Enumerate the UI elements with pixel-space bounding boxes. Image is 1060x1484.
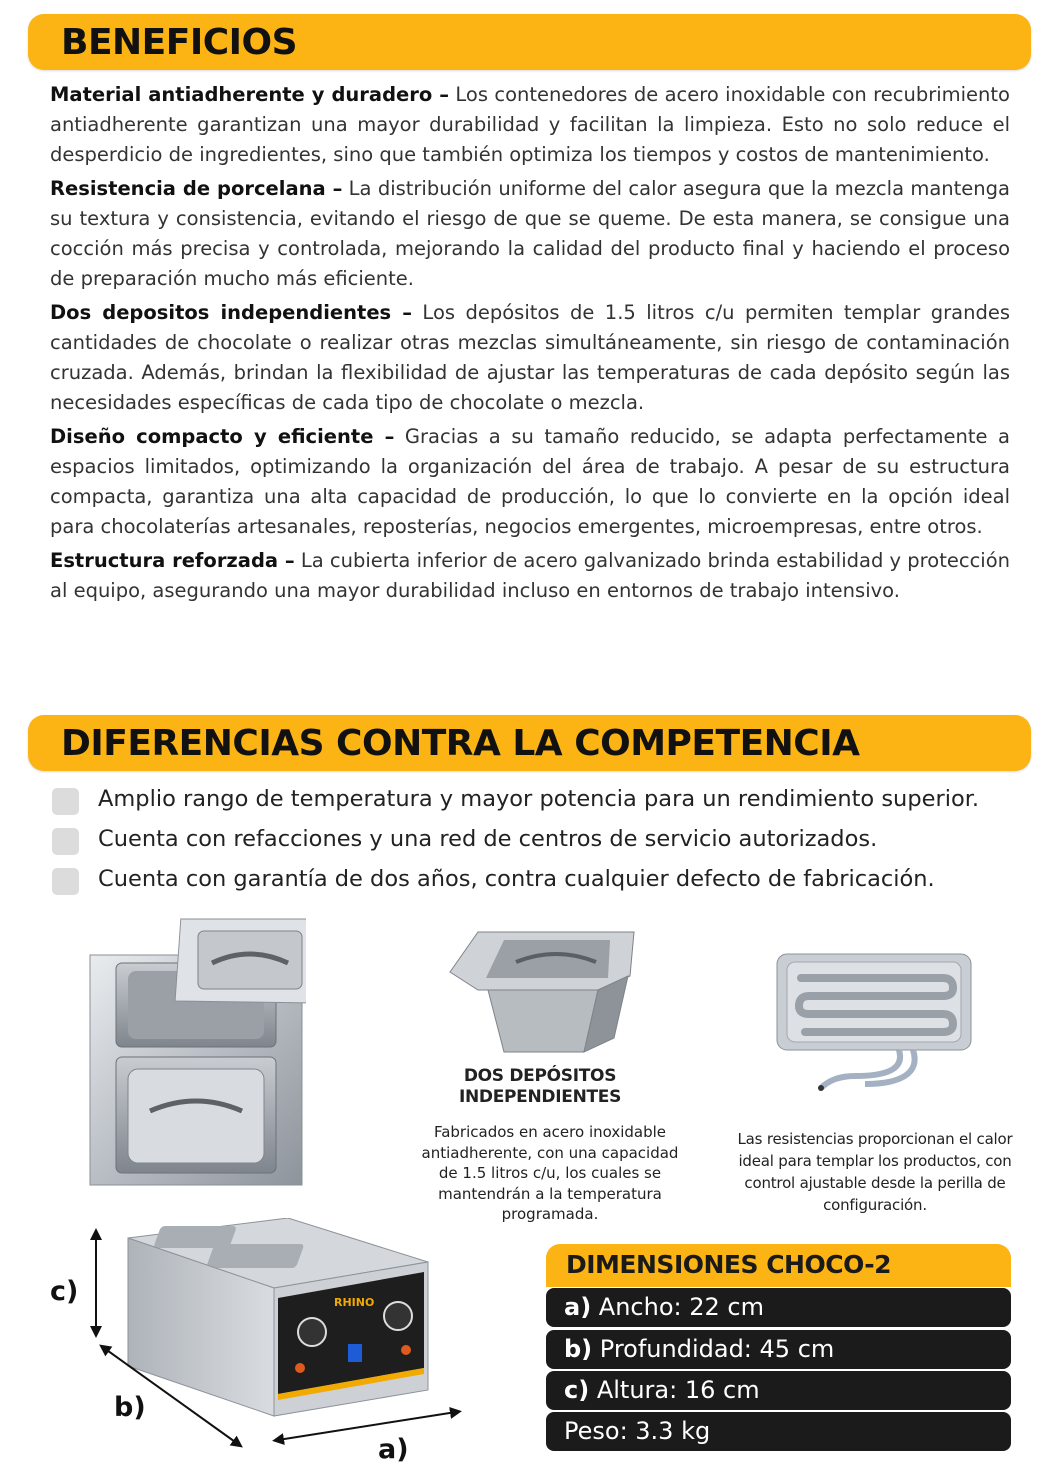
depositos-line: antiadherente, con una capacidad: [421, 1143, 679, 1162]
difference-item: [52, 826, 1032, 866]
heating-element-image: [775, 952, 975, 1092]
dimension-text: [564, 1417, 710, 1445]
depositos-title-line: INDEPENDIENTES: [458, 1087, 622, 1107]
benefit-item: [50, 174, 1010, 294]
benefit-heading: Diseño compacto y eficiente –: [50, 425, 395, 448]
benefit-heading: Material antiadherente y duradero –: [50, 83, 449, 106]
difference-item: [52, 866, 1032, 906]
dimension-label-c: c): [50, 1276, 79, 1307]
dimension-row: [546, 1371, 1011, 1410]
difference-text: Cuenta con refacciones y una red de centros de servicio autorizados.: [98, 826, 878, 852]
dimension-key: a): [564, 1293, 592, 1321]
benefit-item: [50, 422, 1010, 542]
difference-text: Cuenta con garantía de dos años, contra cualquier defecto de fabricación.: [98, 866, 935, 892]
difference-item: [52, 786, 1032, 826]
dimension-text: [564, 1293, 764, 1321]
dimension-value: Ancho: 22 cm: [591, 1293, 764, 1321]
depositos-title-line: DOS DEPÓSITOS: [463, 1066, 617, 1086]
dimension-value: Profundidad: 45 cm: [592, 1335, 835, 1363]
dimension-row: [546, 1288, 1011, 1327]
benefit-text: La cubierta inferior de acero galvanizado brinda estabilidad y protección al equipo, asegurando una mayor durabilidad incluso en entornos de trabajo intensivo.: [50, 549, 1010, 602]
dimension-key: b): [564, 1335, 593, 1363]
resistencias-line: control ajustable desde la perilla de: [744, 1174, 1006, 1192]
dimension-row: [546, 1330, 1011, 1369]
beneficios-banner: [28, 14, 1031, 70]
depositos-line: mantendrán a la temperatura: [438, 1184, 662, 1203]
resistencias-description: [715, 1128, 1035, 1216]
dimension-label-b: b): [114, 1392, 146, 1423]
depositos-description: [395, 1122, 705, 1225]
equipment-image: [88, 1218, 468, 1474]
benefits-list: [50, 80, 1010, 610]
container-image: [448, 928, 638, 1056]
resistencias-line: configuración.: [823, 1196, 927, 1214]
dimension-value: Altura: 16 cm: [589, 1376, 760, 1404]
depositos-title: [430, 1066, 650, 1108]
benefit-text: Los contenedores de acero inoxidable con recubrimiento antiadherente garantizan una mayor durabilidad y facilitan la limpieza. Esto no solo reduce el desperdicio de ingredientes, sino que también optimiza los tiempos y costos de mantenimiento.: [50, 83, 1010, 166]
benefit-heading: Dos depositos independientes –: [50, 301, 412, 324]
checkbox-icon: [52, 788, 79, 815]
dimension-label-a: a): [378, 1434, 409, 1465]
difference-text: Amplio rango de temperatura y mayor potencia para un rendimiento superior.: [98, 786, 980, 812]
depositos-line: programada.: [501, 1205, 599, 1223]
resistencias-line: ideal para templar los productos, con: [738, 1152, 1012, 1170]
benefit-item: [50, 80, 1010, 170]
diferencias-banner: [28, 715, 1031, 771]
beneficios-title: BENEFICIOS: [61, 22, 298, 63]
dimensions-header: [546, 1244, 1011, 1287]
benefit-heading: Resistencia de porcelana –: [50, 177, 343, 200]
depositos-line: Fabricados en acero inoxidable: [433, 1123, 667, 1141]
benefit-text: La distribución uniforme del calor asegura que la mezcla mantenga su textura y consistencia, evitando el riesgo de que se queme. De esta manera, se consigue una cocción más precisa y controlada, mejorando la calidad del producto final y haciendo el proceso de preparación mucho más eficiente.: [50, 177, 1010, 290]
dimension-text: [564, 1335, 834, 1363]
benefit-heading: Estructura reforzada –: [50, 549, 295, 572]
benefit-item: [50, 546, 1010, 606]
bain-marie-top-image: [88, 915, 306, 1187]
benefit-text: Los depósitos de 1.5 litros c/u permiten templar grandes cantidades de chocolate o realizar otras mezclas simultáneamente, sin riesgo de contaminación cruzada. Además, brindan la flexibilidad de ajustar las temperaturas de cada depósito según las necesidades específicas de cada tipo de chocolate o mezcla.: [50, 301, 1010, 414]
checkbox-icon: [52, 868, 79, 895]
benefit-item: [50, 298, 1010, 418]
dimension-row: [546, 1412, 1011, 1451]
differences-list: [52, 786, 1032, 906]
dimension-text: [564, 1376, 760, 1404]
diferencias-title: DIFERENCIAS CONTRA LA COMPETENCIA: [61, 723, 860, 764]
benefit-text: Gracias a su tamaño reducido, se adapta perfectamente a espacios limitados, optimizando la organización del área de trabajo. A pesar de su estructura compacta, garantiza una alta capacidad de producción, lo que lo convierte en la opción ideal para chocolaterías artesanales, reposterías, negocios emergentes, microempresas, entre otros.: [50, 425, 1010, 538]
dimensions-title: DIMENSIONES CHOCO-2: [566, 1250, 892, 1279]
dimension-key: c): [564, 1376, 590, 1404]
depositos-line: de 1.5 litros c/u, los cuales se: [438, 1164, 662, 1182]
dimension-value: Peso: 3.3 kg: [564, 1417, 711, 1445]
brand-label: RHINO: [334, 1296, 375, 1309]
checkbox-icon: [52, 828, 79, 855]
resistencias-line: Las resistencias proporcionan el calor: [737, 1130, 1013, 1148]
